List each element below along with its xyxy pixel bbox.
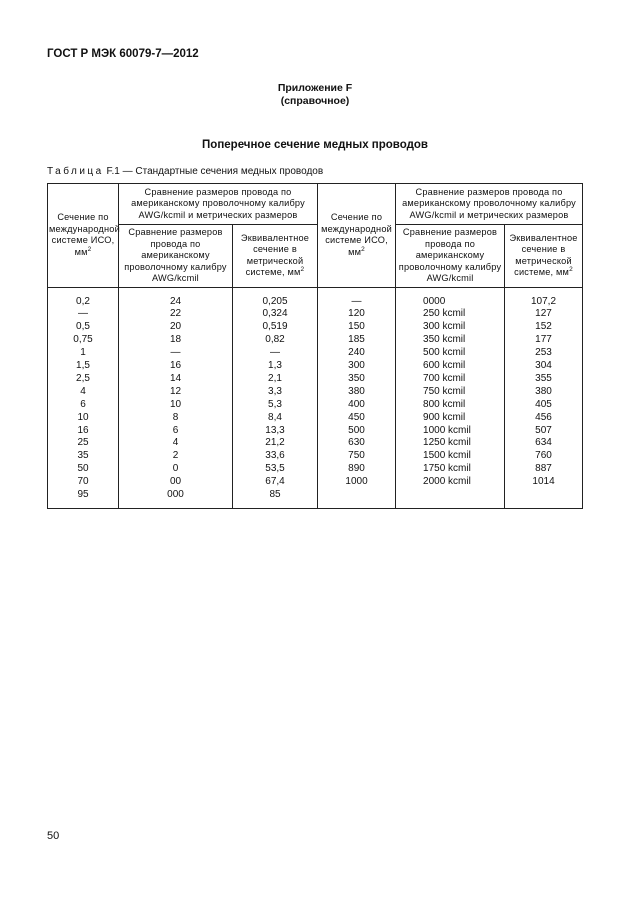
- cell-metric: 5,3: [233, 399, 318, 412]
- cell-metric: 1,3: [233, 360, 318, 373]
- cell-metric-right: 355: [505, 373, 583, 386]
- table-row: [48, 373, 583, 386]
- cell-metric-right: [505, 489, 583, 508]
- cell-awg: 0: [119, 463, 233, 476]
- cell-iso: 4: [48, 386, 119, 399]
- section-title: Поперечное сечение медных проводов: [202, 139, 428, 151]
- cell-metric: 33,6: [233, 450, 318, 463]
- cell-iso-right: 400: [318, 399, 396, 412]
- cell-awg: 8: [119, 412, 233, 425]
- cell-awg-right: 300 kcmil: [396, 321, 505, 334]
- cell-metric: 21,2: [233, 437, 318, 450]
- cell-metric: 0,82: [233, 334, 318, 347]
- cell-metric-right: 887: [505, 463, 583, 476]
- table-row: [48, 347, 583, 360]
- table-caption: [47, 166, 323, 177]
- cell-iso-right: —: [318, 287, 396, 308]
- cell-metric-right: 1014: [505, 476, 583, 489]
- header-awg-size: Сравнение размеров провода по американскому проволочному калибру AWG/kcmil: [119, 225, 233, 288]
- header-awg-size-right: Сравнение размеров провода по американскому проволочному калибру AWG/kcmil: [396, 225, 505, 288]
- appendix-heading: [0, 82, 630, 108]
- cell-awg: 6: [119, 425, 233, 438]
- cell-iso: 10: [48, 412, 119, 425]
- cell-awg-right: 0000: [396, 287, 505, 308]
- cell-awg-right: 1000 kcmil: [396, 425, 505, 438]
- cell-iso-right: 300: [318, 360, 396, 373]
- cell-awg-right: 750 kcmil: [396, 386, 505, 399]
- copper-wire-table: [47, 183, 583, 509]
- cell-metric: 8,4: [233, 412, 318, 425]
- cell-metric: 13,3: [233, 425, 318, 438]
- cell-awg: 12: [119, 386, 233, 399]
- cell-awg-right: 1250 kcmil: [396, 437, 505, 450]
- cell-metric-right: 304: [505, 360, 583, 373]
- cell-iso: 2,5: [48, 373, 119, 386]
- cell-iso-right: 500: [318, 425, 396, 438]
- table-row: [48, 476, 583, 489]
- cell-iso-right: 350: [318, 373, 396, 386]
- cell-awg: 22: [119, 308, 233, 321]
- cell-metric-right: 405: [505, 399, 583, 412]
- cell-awg-right: [396, 489, 505, 508]
- table-row: [48, 489, 583, 508]
- cell-awg-right: 900 kcmil: [396, 412, 505, 425]
- cell-awg: 20: [119, 321, 233, 334]
- cell-iso-right: 185: [318, 334, 396, 347]
- cell-metric-right: 177: [505, 334, 583, 347]
- cell-iso: 1: [48, 347, 119, 360]
- cell-metric: 0,324: [233, 308, 318, 321]
- cell-iso-right: 1000: [318, 476, 396, 489]
- cell-iso: 0,5: [48, 321, 119, 334]
- cell-awg-right: 1500 kcmil: [396, 450, 505, 463]
- cell-metric: 2,1: [233, 373, 318, 386]
- cell-iso-right: 120: [318, 308, 396, 321]
- header-metric-equiv-right: Эквивалентное сечение в метрической системе, $мм^2$: [505, 225, 583, 288]
- cell-metric-right: 507: [505, 425, 583, 438]
- cell-iso-right: 750: [318, 450, 396, 463]
- cell-iso: 50: [48, 463, 119, 476]
- table-row: [48, 437, 583, 450]
- cell-iso-right: 890: [318, 463, 396, 476]
- cell-metric: 67,4: [233, 476, 318, 489]
- cell-awg: 2: [119, 450, 233, 463]
- cell-iso: 70: [48, 476, 119, 489]
- page-number: 50: [47, 830, 60, 842]
- cell-iso-right: 380: [318, 386, 396, 399]
- cell-awg-right: 600 kcmil: [396, 360, 505, 373]
- table-caption-label: Таблица: [47, 166, 104, 177]
- table-row: [48, 450, 583, 463]
- cell-iso: 25: [48, 437, 119, 450]
- table-row: [48, 321, 583, 334]
- cell-awg-right: 2000 kcmil: [396, 476, 505, 489]
- cell-metric: 3,3: [233, 386, 318, 399]
- table-row: [48, 386, 583, 399]
- table-row: [48, 287, 583, 308]
- table-row: [48, 399, 583, 412]
- document-id: ГОСТ Р МЭК 60079-7—2012: [47, 48, 199, 60]
- cell-awg: —: [119, 347, 233, 360]
- table-body: [48, 287, 583, 509]
- cell-metric: 85: [233, 489, 318, 508]
- cell-iso: —: [48, 308, 119, 321]
- cell-metric: 0,519: [233, 321, 318, 334]
- cell-awg: 4: [119, 437, 233, 450]
- cell-iso-right: 150: [318, 321, 396, 334]
- cell-awg-right: 1750 kcmil: [396, 463, 505, 476]
- appendix-subtitle: (справочное): [280, 95, 350, 107]
- cell-iso-right: 630: [318, 437, 396, 450]
- cell-awg-right: 500 kcmil: [396, 347, 505, 360]
- cell-metric: —: [233, 347, 318, 360]
- cell-iso-right: 450: [318, 412, 396, 425]
- cell-awg: 14: [119, 373, 233, 386]
- header-iso-section: Сечение по международной системе ИСО, $мм^2$: [48, 184, 119, 288]
- cell-awg: 10: [119, 399, 233, 412]
- cell-metric-right: 127: [505, 308, 583, 321]
- table-row: [48, 412, 583, 425]
- cell-metric-right: 253: [505, 347, 583, 360]
- header-comparison-group-right: Сравнение размеров провода по американскому проволочному калибру AWG/kcmil и метрических размеров: [396, 184, 583, 225]
- cell-iso: 6: [48, 399, 119, 412]
- cell-iso: 95: [48, 489, 119, 508]
- cell-iso-right: [318, 489, 396, 508]
- table-row: [48, 308, 583, 321]
- cell-iso: 1,5: [48, 360, 119, 373]
- table-row: [48, 334, 583, 347]
- cell-iso: 16: [48, 425, 119, 438]
- cell-awg: 000: [119, 489, 233, 508]
- table-caption-text: F.1 — Стандартные сечения медных проводов: [106, 166, 324, 177]
- cell-iso: 35: [48, 450, 119, 463]
- cell-metric: 53,5: [233, 463, 318, 476]
- header-comparison-group: Сравнение размеров провода по американскому проволочному калибру AWG/kcmil и метрических размеров: [119, 184, 318, 225]
- table-row: [48, 463, 583, 476]
- cell-awg: 16: [119, 360, 233, 373]
- cell-metric-right: 152: [505, 321, 583, 334]
- cell-metric-right: 634: [505, 437, 583, 450]
- cell-iso: 0,75: [48, 334, 119, 347]
- cell-awg-right: 800 kcmil: [396, 399, 505, 412]
- cell-metric-right: 380: [505, 386, 583, 399]
- cell-metric: 0,205: [233, 287, 318, 308]
- table-row: [48, 425, 583, 438]
- table-row: [48, 360, 583, 373]
- cell-metric-right: 107,2: [505, 287, 583, 308]
- cell-awg: 18: [119, 334, 233, 347]
- cell-metric-right: 760: [505, 450, 583, 463]
- cell-metric-right: 456: [505, 412, 583, 425]
- cell-awg: 00: [119, 476, 233, 489]
- cell-awg-right: 700 kcmil: [396, 373, 505, 386]
- cell-awg-right: 250 kcmil: [396, 308, 505, 321]
- cell-awg-right: 350 kcmil: [396, 334, 505, 347]
- cell-iso-right: 240: [318, 347, 396, 360]
- appendix-title: Приложение F: [277, 82, 353, 94]
- cell-awg: 24: [119, 287, 233, 308]
- header-metric-equiv: Эквивалентное сечение в метрической системе, $мм^2$: [233, 225, 318, 288]
- header-iso-section-right: Сечение по международной системе ИСО, $мм^2$: [318, 184, 396, 288]
- cell-iso: 0,2: [48, 287, 119, 308]
